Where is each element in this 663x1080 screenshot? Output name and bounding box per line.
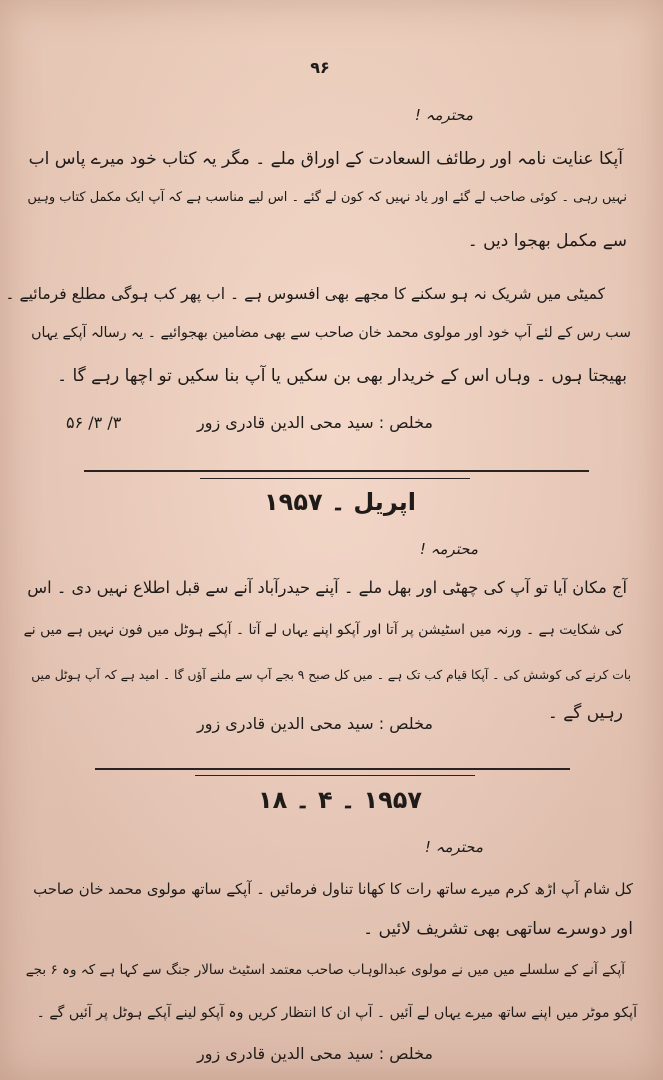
letter1-line-4: کمیٹی میں شریک نہ ہو سکنے کا مجھے بھی افسوس ہے ۔ اب پھر کب ہوگی مطلع فرمائیے ۔ <box>5 285 605 303</box>
divider-rule-1 <box>84 470 589 472</box>
divider-rule-2b <box>195 775 475 776</box>
letter1-date-note: ۵۶ /۳ /۳ <box>66 413 122 432</box>
letter1-salutation: محترمہ ! <box>414 106 473 124</box>
letter3-line-3: آپکے آنے کے سلسلے میں میں نے مولوی عبدالوہاب صاحب معتمد اسٹیٹ سالار جنگ سے کہا ہے کہ وہ ۶ بجے <box>25 962 625 978</box>
letter2-salutation: محترمہ ! <box>419 540 478 558</box>
letter1-signature: مخلص : سید محی الدین قادری زور <box>197 413 433 432</box>
letter3-line-1: کل شام آپ اڑھ کرم میرے ساتھ رات کا کھانا تناول فرمائیں ۔ آپکے ساتھ مولوی محمد خان صاحب <box>33 880 633 898</box>
letter2-line-2: کی شکایت ہے ۔ ورنہ میں اسٹیشن پر آتا اور آپکو اپنے یہاں لے آتا ۔ آپکے ہوٹل میں فون نہیں ہے میں نے <box>23 622 623 638</box>
letter2-signature: مخلص : سید محی الدین قادری زور <box>197 714 433 733</box>
letter2-line-3: بات کرنے کی کوشش کی ۔ آپکا قیام کب تک ہے ۔ میں کل صبح ۹ بجے آپ سے ملنے آؤں گا ۔ امید ہے کہ آپ ہوٹل میں <box>31 668 631 682</box>
letter1-line-6: بھیجتا ہوں ۔ وہاں اس کے خریدار بھی بن سکیں یا آپ بنا سکیں تو اچھا رہے گا ۔ <box>57 366 627 386</box>
page-number: ۹۶ <box>310 58 330 77</box>
letter1-line-2: نہیں رہی ۔ کوئی صاحب لے گئے اور یاد نہیں کہ کون لے گئے ۔ اس لیے مناسب ہے کہ آپ ایک مکمل کتاب وہیں <box>27 190 627 205</box>
letter2-line-1: آج مکان آیا تو آپ کی چھٹی اور بھل ملے ۔ آپنے حیدرآباد آنے سے قبل اطلاع نہیں دی ۔ اس <box>27 578 627 597</box>
date-heading-18-4-1957: ۱۹۵۷ ۔ ۴ ۔ ۱۸ <box>257 786 423 814</box>
letter3-line-2: اور دوسرے ساتھی بھی تشریف لائیں ۔ <box>363 919 633 939</box>
letter3-signature: مخلص : سید محی الدین قادری زور <box>197 1044 433 1063</box>
letter1-line-1: آپکا عنایت نامہ اور رطائف السعادت کے اوراق ملے ۔ مگر یہ کتاب خود میرے پاس اب <box>28 149 623 169</box>
letter3-salutation: محترمہ ! <box>424 838 483 856</box>
date-heading-april-1957: اپریل ۔ ۱۹۵۷ <box>264 488 416 516</box>
letter1-line-5: سب رس کے لئے آپ خود اور مولوی محمد خان صاحب سے بھی مضامین بھجوائیے ۔ یہ رسالہ آپکے یہاں <box>31 325 631 341</box>
letter2-line-4: رہیں گے ۔ <box>547 703 623 723</box>
divider-rule-1b <box>200 478 470 479</box>
letter3-line-4: آپکو موٹر میں اپنے ساتھ میرے یہاں لے آئیں ۔ آپ ان کا انتظار کریں وہ آپکو لینے آپکے ہوٹل پر آئیں گے ۔ <box>36 1005 637 1021</box>
divider-rule-2 <box>95 768 570 770</box>
letter1-line-3: سے مکمل بھجوا دیں ۔ <box>467 231 627 251</box>
